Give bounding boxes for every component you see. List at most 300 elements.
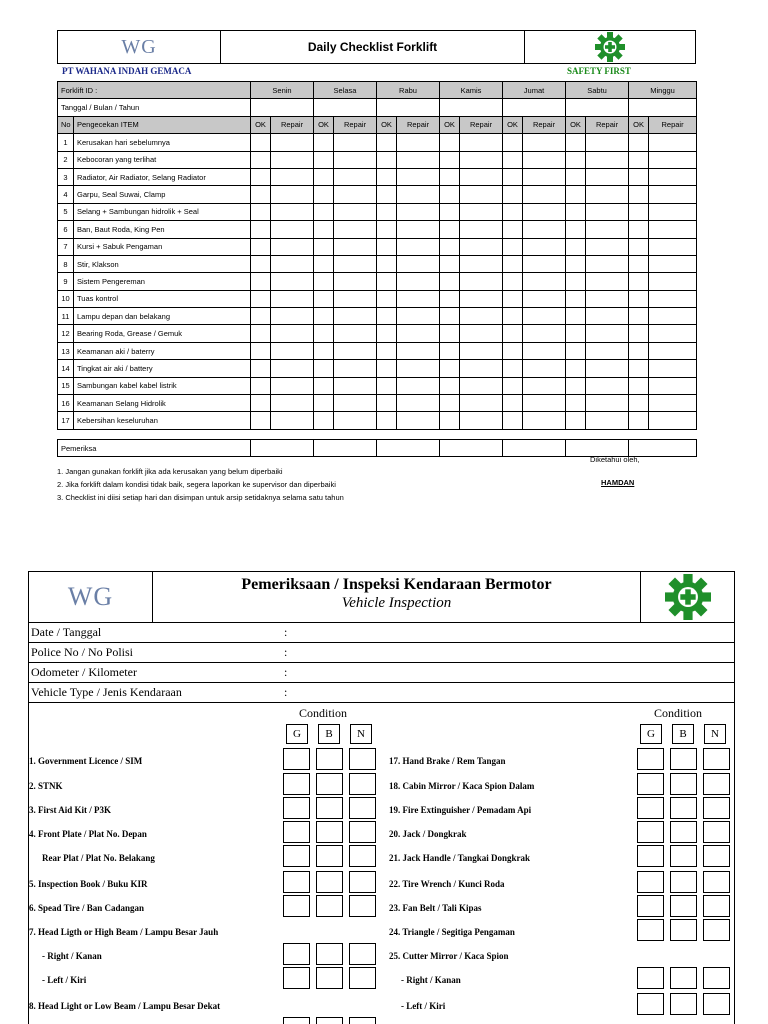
ok-checkbox-cell[interactable] (503, 325, 523, 342)
repair-checkbox-cell[interactable] (586, 186, 629, 203)
condition-checkbox-right-b[interactable] (670, 748, 697, 770)
repair-checkbox-cell[interactable] (397, 168, 440, 185)
ok-checkbox-cell[interactable] (314, 168, 334, 185)
ok-checkbox-cell[interactable] (440, 134, 460, 151)
ok-checkbox-cell[interactable] (566, 134, 586, 151)
repair-checkbox-cell[interactable] (586, 255, 629, 272)
repair-checkbox-cell[interactable] (523, 238, 566, 255)
condition-checkbox-left-b[interactable] (316, 871, 343, 893)
inspector-cell[interactable] (251, 439, 314, 456)
ok-checkbox-cell[interactable] (314, 134, 334, 151)
repair-checkbox-cell[interactable] (271, 360, 314, 377)
repair-checkbox-cell[interactable] (523, 134, 566, 151)
ok-checkbox-cell[interactable] (440, 255, 460, 272)
ok-checkbox-cell[interactable] (440, 168, 460, 185)
ok-checkbox-cell[interactable] (377, 203, 397, 220)
ok-checkbox-cell[interactable] (251, 255, 271, 272)
inspector-cell[interactable] (314, 439, 377, 456)
condition-checkbox-right-g[interactable] (637, 773, 664, 795)
repair-checkbox-cell[interactable] (397, 342, 440, 359)
repair-checkbox-cell[interactable] (271, 186, 314, 203)
repair-checkbox-cell[interactable] (334, 255, 377, 272)
repair-checkbox-cell[interactable] (460, 412, 503, 429)
repair-checkbox-cell[interactable] (397, 238, 440, 255)
ok-checkbox-cell[interactable] (440, 325, 460, 342)
ok-checkbox-cell[interactable] (251, 360, 271, 377)
ok-checkbox-cell[interactable] (377, 238, 397, 255)
repair-checkbox-cell[interactable] (460, 255, 503, 272)
repair-checkbox-cell[interactable] (460, 273, 503, 290)
condition-checkbox-left-b[interactable] (316, 943, 343, 965)
condition-checkbox-left-g[interactable] (283, 845, 310, 867)
ok-checkbox-cell[interactable] (377, 342, 397, 359)
repair-checkbox-cell[interactable] (523, 395, 566, 412)
repair-checkbox-cell[interactable] (271, 151, 314, 168)
ok-checkbox-cell[interactable] (629, 377, 649, 394)
repair-checkbox-cell[interactable] (334, 377, 377, 394)
repair-checkbox-cell[interactable] (397, 255, 440, 272)
repair-checkbox-cell[interactable] (397, 151, 440, 168)
repair-checkbox-cell[interactable] (334, 151, 377, 168)
ok-checkbox-cell[interactable] (440, 203, 460, 220)
ok-checkbox-cell[interactable] (629, 273, 649, 290)
repair-checkbox-cell[interactable] (649, 325, 697, 342)
ok-checkbox-cell[interactable] (629, 290, 649, 307)
date-cell[interactable] (566, 99, 629, 116)
ok-checkbox-cell[interactable] (314, 151, 334, 168)
ok-checkbox-cell[interactable] (377, 134, 397, 151)
repair-checkbox-cell[interactable] (460, 221, 503, 238)
ok-checkbox-cell[interactable] (377, 255, 397, 272)
ok-checkbox-cell[interactable] (629, 221, 649, 238)
condition-checkbox-left-b[interactable] (316, 967, 343, 989)
date-cell[interactable] (377, 99, 440, 116)
condition-checkbox-right-g[interactable] (637, 748, 664, 770)
repair-checkbox-cell[interactable] (334, 221, 377, 238)
condition-checkbox-right-n[interactable] (703, 993, 730, 1015)
date-cell[interactable] (440, 99, 503, 116)
condition-checkbox-right-b[interactable] (670, 895, 697, 917)
repair-checkbox-cell[interactable] (523, 412, 566, 429)
repair-checkbox-cell[interactable] (271, 395, 314, 412)
ok-checkbox-cell[interactable] (503, 203, 523, 220)
ok-checkbox-cell[interactable] (377, 290, 397, 307)
ok-checkbox-cell[interactable] (377, 273, 397, 290)
repair-checkbox-cell[interactable] (271, 342, 314, 359)
condition-checkbox-right-b[interactable] (670, 773, 697, 795)
condition-checkbox-right-b[interactable] (670, 871, 697, 893)
ok-checkbox-cell[interactable] (314, 255, 334, 272)
ok-checkbox-cell[interactable] (314, 186, 334, 203)
repair-checkbox-cell[interactable] (334, 360, 377, 377)
repair-checkbox-cell[interactable] (460, 168, 503, 185)
repair-checkbox-cell[interactable] (397, 290, 440, 307)
ok-checkbox-cell[interactable] (251, 273, 271, 290)
condition-checkbox-right-n[interactable] (703, 919, 730, 941)
repair-checkbox-cell[interactable] (586, 308, 629, 325)
condition-checkbox-left-n[interactable] (349, 871, 376, 893)
repair-checkbox-cell[interactable] (397, 360, 440, 377)
inspector-cell[interactable] (377, 439, 440, 456)
condition-checkbox-left-g[interactable] (283, 967, 310, 989)
repair-checkbox-cell[interactable] (460, 360, 503, 377)
condition-checkbox-left-n[interactable] (349, 1017, 376, 1024)
ok-checkbox-cell[interactable] (503, 360, 523, 377)
condition-checkbox-right-g[interactable] (637, 967, 664, 989)
repair-checkbox-cell[interactable] (649, 308, 697, 325)
repair-checkbox-cell[interactable] (523, 273, 566, 290)
repair-checkbox-cell[interactable] (271, 290, 314, 307)
condition-checkbox-right-g[interactable] (637, 821, 664, 843)
repair-checkbox-cell[interactable] (523, 360, 566, 377)
repair-checkbox-cell[interactable] (649, 168, 697, 185)
repair-checkbox-cell[interactable] (334, 290, 377, 307)
condition-checkbox-left-n[interactable] (349, 967, 376, 989)
repair-checkbox-cell[interactable] (271, 273, 314, 290)
ok-checkbox-cell[interactable] (251, 412, 271, 429)
repair-checkbox-cell[interactable] (523, 325, 566, 342)
ok-checkbox-cell[interactable] (440, 342, 460, 359)
ok-checkbox-cell[interactable] (314, 377, 334, 394)
ok-checkbox-cell[interactable] (251, 377, 271, 394)
ok-checkbox-cell[interactable] (314, 342, 334, 359)
repair-checkbox-cell[interactable] (586, 290, 629, 307)
ok-checkbox-cell[interactable] (377, 186, 397, 203)
condition-checkbox-left-n[interactable] (349, 895, 376, 917)
ok-checkbox-cell[interactable] (503, 151, 523, 168)
ok-checkbox-cell[interactable] (251, 168, 271, 185)
repair-checkbox-cell[interactable] (586, 360, 629, 377)
condition-checkbox-left-g[interactable] (283, 943, 310, 965)
ok-checkbox-cell[interactable] (377, 360, 397, 377)
ok-checkbox-cell[interactable] (629, 395, 649, 412)
ok-checkbox-cell[interactable] (629, 134, 649, 151)
condition-checkbox-left-g[interactable] (283, 1017, 310, 1024)
repair-checkbox-cell[interactable] (397, 325, 440, 342)
repair-checkbox-cell[interactable] (523, 342, 566, 359)
repair-checkbox-cell[interactable] (460, 203, 503, 220)
ok-checkbox-cell[interactable] (314, 273, 334, 290)
ok-checkbox-cell[interactable] (566, 360, 586, 377)
repair-checkbox-cell[interactable] (397, 203, 440, 220)
condition-checkbox-left-b[interactable] (316, 1017, 343, 1024)
repair-checkbox-cell[interactable] (649, 134, 697, 151)
date-cell[interactable] (314, 99, 377, 116)
repair-checkbox-cell[interactable] (649, 151, 697, 168)
ok-checkbox-cell[interactable] (566, 168, 586, 185)
repair-checkbox-cell[interactable] (334, 238, 377, 255)
repair-checkbox-cell[interactable] (271, 308, 314, 325)
ok-checkbox-cell[interactable] (251, 290, 271, 307)
repair-checkbox-cell[interactable] (586, 168, 629, 185)
inspector-cell[interactable] (440, 439, 503, 456)
repair-checkbox-cell[interactable] (397, 377, 440, 394)
condition-checkbox-left-n[interactable] (349, 845, 376, 867)
repair-checkbox-cell[interactable] (397, 221, 440, 238)
repair-checkbox-cell[interactable] (523, 221, 566, 238)
ok-checkbox-cell[interactable] (629, 360, 649, 377)
repair-checkbox-cell[interactable] (271, 377, 314, 394)
ok-checkbox-cell[interactable] (251, 186, 271, 203)
ok-checkbox-cell[interactable] (566, 238, 586, 255)
ok-checkbox-cell[interactable] (440, 308, 460, 325)
repair-checkbox-cell[interactable] (460, 395, 503, 412)
ok-checkbox-cell[interactable] (629, 238, 649, 255)
condition-checkbox-right-b[interactable] (670, 919, 697, 941)
repair-checkbox-cell[interactable] (586, 134, 629, 151)
repair-checkbox-cell[interactable] (586, 412, 629, 429)
condition-checkbox-left-g[interactable] (283, 773, 310, 795)
ok-checkbox-cell[interactable] (377, 412, 397, 429)
repair-checkbox-cell[interactable] (334, 186, 377, 203)
repair-checkbox-cell[interactable] (460, 308, 503, 325)
condition-checkbox-left-g[interactable] (283, 748, 310, 770)
repair-checkbox-cell[interactable] (397, 186, 440, 203)
repair-checkbox-cell[interactable] (334, 342, 377, 359)
repair-checkbox-cell[interactable] (523, 255, 566, 272)
condition-checkbox-right-b[interactable] (670, 993, 697, 1015)
repair-checkbox-cell[interactable] (523, 186, 566, 203)
condition-checkbox-right-g[interactable] (637, 871, 664, 893)
repair-checkbox-cell[interactable] (586, 238, 629, 255)
repair-checkbox-cell[interactable] (523, 203, 566, 220)
ok-checkbox-cell[interactable] (629, 186, 649, 203)
ok-checkbox-cell[interactable] (377, 377, 397, 394)
repair-checkbox-cell[interactable] (586, 221, 629, 238)
repair-checkbox-cell[interactable] (271, 255, 314, 272)
ok-checkbox-cell[interactable] (503, 395, 523, 412)
repair-checkbox-cell[interactable] (649, 342, 697, 359)
ok-checkbox-cell[interactable] (377, 151, 397, 168)
condition-checkbox-right-n[interactable] (703, 797, 730, 819)
repair-checkbox-cell[interactable] (397, 134, 440, 151)
repair-checkbox-cell[interactable] (586, 151, 629, 168)
ok-checkbox-cell[interactable] (566, 203, 586, 220)
condition-checkbox-right-g[interactable] (637, 895, 664, 917)
condition-checkbox-right-b[interactable] (670, 821, 697, 843)
condition-checkbox-right-b[interactable] (670, 797, 697, 819)
ok-checkbox-cell[interactable] (251, 203, 271, 220)
condition-checkbox-left-n[interactable] (349, 748, 376, 770)
ok-checkbox-cell[interactable] (251, 342, 271, 359)
repair-checkbox-cell[interactable] (649, 255, 697, 272)
ok-checkbox-cell[interactable] (251, 395, 271, 412)
condition-checkbox-left-g[interactable] (283, 797, 310, 819)
condition-checkbox-right-n[interactable] (703, 821, 730, 843)
ok-checkbox-cell[interactable] (566, 377, 586, 394)
repair-checkbox-cell[interactable] (649, 238, 697, 255)
ok-checkbox-cell[interactable] (377, 221, 397, 238)
condition-checkbox-left-g[interactable] (283, 871, 310, 893)
condition-checkbox-right-g[interactable] (637, 919, 664, 941)
condition-checkbox-left-n[interactable] (349, 943, 376, 965)
condition-checkbox-left-g[interactable] (283, 821, 310, 843)
date-cell[interactable] (629, 99, 697, 116)
repair-checkbox-cell[interactable] (397, 308, 440, 325)
repair-checkbox-cell[interactable] (460, 238, 503, 255)
ok-checkbox-cell[interactable] (503, 412, 523, 429)
ok-checkbox-cell[interactable] (629, 325, 649, 342)
condition-checkbox-left-n[interactable] (349, 821, 376, 843)
condition-checkbox-left-b[interactable] (316, 845, 343, 867)
ok-checkbox-cell[interactable] (440, 273, 460, 290)
ok-checkbox-cell[interactable] (503, 255, 523, 272)
ok-checkbox-cell[interactable] (566, 255, 586, 272)
condition-checkbox-right-n[interactable] (703, 895, 730, 917)
repair-checkbox-cell[interactable] (586, 273, 629, 290)
ok-checkbox-cell[interactable] (566, 395, 586, 412)
ok-checkbox-cell[interactable] (251, 325, 271, 342)
ok-checkbox-cell[interactable] (314, 360, 334, 377)
ok-checkbox-cell[interactable] (503, 221, 523, 238)
ok-checkbox-cell[interactable] (629, 308, 649, 325)
ok-checkbox-cell[interactable] (314, 290, 334, 307)
inspector-cell[interactable] (503, 439, 566, 456)
repair-checkbox-cell[interactable] (397, 412, 440, 429)
repair-checkbox-cell[interactable] (334, 308, 377, 325)
condition-checkbox-right-g[interactable] (637, 797, 664, 819)
ok-checkbox-cell[interactable] (566, 412, 586, 429)
repair-checkbox-cell[interactable] (523, 168, 566, 185)
date-cell[interactable] (251, 99, 314, 116)
ok-checkbox-cell[interactable] (629, 255, 649, 272)
condition-checkbox-left-n[interactable] (349, 773, 376, 795)
date-cell[interactable] (503, 99, 566, 116)
ok-checkbox-cell[interactable] (566, 308, 586, 325)
ok-checkbox-cell[interactable] (251, 221, 271, 238)
ok-checkbox-cell[interactable] (440, 186, 460, 203)
ok-checkbox-cell[interactable] (629, 151, 649, 168)
ok-checkbox-cell[interactable] (251, 308, 271, 325)
ok-checkbox-cell[interactable] (503, 377, 523, 394)
repair-checkbox-cell[interactable] (460, 134, 503, 151)
repair-checkbox-cell[interactable] (586, 342, 629, 359)
ok-checkbox-cell[interactable] (503, 308, 523, 325)
ok-checkbox-cell[interactable] (314, 325, 334, 342)
repair-checkbox-cell[interactable] (649, 377, 697, 394)
condition-checkbox-left-b[interactable] (316, 895, 343, 917)
repair-checkbox-cell[interactable] (523, 308, 566, 325)
ok-checkbox-cell[interactable] (251, 134, 271, 151)
condition-checkbox-right-b[interactable] (670, 845, 697, 867)
repair-checkbox-cell[interactable] (334, 412, 377, 429)
repair-checkbox-cell[interactable] (334, 168, 377, 185)
ok-checkbox-cell[interactable] (251, 238, 271, 255)
ok-checkbox-cell[interactable] (440, 377, 460, 394)
repair-checkbox-cell[interactable] (523, 377, 566, 394)
ok-checkbox-cell[interactable] (377, 168, 397, 185)
condition-checkbox-left-b[interactable] (316, 821, 343, 843)
ok-checkbox-cell[interactable] (440, 412, 460, 429)
ok-checkbox-cell[interactable] (566, 151, 586, 168)
condition-checkbox-right-b[interactable] (670, 967, 697, 989)
repair-checkbox-cell[interactable] (271, 221, 314, 238)
repair-checkbox-cell[interactable] (649, 273, 697, 290)
condition-checkbox-left-b[interactable] (316, 797, 343, 819)
repair-checkbox-cell[interactable] (271, 134, 314, 151)
repair-checkbox-cell[interactable] (649, 186, 697, 203)
ok-checkbox-cell[interactable] (629, 412, 649, 429)
repair-checkbox-cell[interactable] (649, 221, 697, 238)
repair-checkbox-cell[interactable] (523, 290, 566, 307)
repair-checkbox-cell[interactable] (397, 273, 440, 290)
ok-checkbox-cell[interactable] (377, 308, 397, 325)
ok-checkbox-cell[interactable] (503, 168, 523, 185)
condition-checkbox-left-n[interactable] (349, 797, 376, 819)
ok-checkbox-cell[interactable] (629, 203, 649, 220)
repair-checkbox-cell[interactable] (334, 134, 377, 151)
ok-checkbox-cell[interactable] (440, 221, 460, 238)
ok-checkbox-cell[interactable] (440, 360, 460, 377)
ok-checkbox-cell[interactable] (314, 238, 334, 255)
condition-checkbox-left-b[interactable] (316, 773, 343, 795)
ok-checkbox-cell[interactable] (566, 221, 586, 238)
repair-checkbox-cell[interactable] (334, 203, 377, 220)
ok-checkbox-cell[interactable] (629, 168, 649, 185)
repair-checkbox-cell[interactable] (523, 151, 566, 168)
ok-checkbox-cell[interactable] (503, 342, 523, 359)
repair-checkbox-cell[interactable] (271, 168, 314, 185)
ok-checkbox-cell[interactable] (503, 290, 523, 307)
repair-checkbox-cell[interactable] (460, 342, 503, 359)
ok-checkbox-cell[interactable] (440, 238, 460, 255)
ok-checkbox-cell[interactable] (566, 325, 586, 342)
ok-checkbox-cell[interactable] (503, 134, 523, 151)
repair-checkbox-cell[interactable] (334, 273, 377, 290)
ok-checkbox-cell[interactable] (314, 308, 334, 325)
ok-checkbox-cell[interactable] (503, 186, 523, 203)
ok-checkbox-cell[interactable] (251, 151, 271, 168)
condition-checkbox-left-b[interactable] (316, 748, 343, 770)
repair-checkbox-cell[interactable] (586, 325, 629, 342)
ok-checkbox-cell[interactable] (314, 395, 334, 412)
condition-checkbox-right-g[interactable] (637, 993, 664, 1015)
ok-checkbox-cell[interactable] (503, 273, 523, 290)
repair-checkbox-cell[interactable] (586, 377, 629, 394)
repair-checkbox-cell[interactable] (649, 290, 697, 307)
ok-checkbox-cell[interactable] (629, 342, 649, 359)
repair-checkbox-cell[interactable] (460, 151, 503, 168)
ok-checkbox-cell[interactable] (566, 342, 586, 359)
repair-checkbox-cell[interactable] (271, 203, 314, 220)
ok-checkbox-cell[interactable] (314, 203, 334, 220)
ok-checkbox-cell[interactable] (566, 186, 586, 203)
repair-checkbox-cell[interactable] (334, 395, 377, 412)
repair-checkbox-cell[interactable] (460, 377, 503, 394)
ok-checkbox-cell[interactable] (377, 325, 397, 342)
ok-checkbox-cell[interactable] (440, 290, 460, 307)
repair-checkbox-cell[interactable] (586, 203, 629, 220)
repair-checkbox-cell[interactable] (334, 325, 377, 342)
condition-checkbox-right-n[interactable] (703, 967, 730, 989)
ok-checkbox-cell[interactable] (377, 395, 397, 412)
repair-checkbox-cell[interactable] (586, 395, 629, 412)
ok-checkbox-cell[interactable] (503, 238, 523, 255)
ok-checkbox-cell[interactable] (566, 273, 586, 290)
ok-checkbox-cell[interactable] (440, 395, 460, 412)
repair-checkbox-cell[interactable] (649, 412, 697, 429)
repair-checkbox-cell[interactable] (460, 186, 503, 203)
condition-checkbox-left-g[interactable] (283, 895, 310, 917)
repair-checkbox-cell[interactable] (649, 203, 697, 220)
ok-checkbox-cell[interactable] (314, 221, 334, 238)
condition-checkbox-right-n[interactable] (703, 845, 730, 867)
ok-checkbox-cell[interactable] (440, 151, 460, 168)
repair-checkbox-cell[interactable] (649, 360, 697, 377)
condition-checkbox-right-n[interactable] (703, 773, 730, 795)
condition-checkbox-right-n[interactable] (703, 871, 730, 893)
ok-checkbox-cell[interactable] (566, 290, 586, 307)
